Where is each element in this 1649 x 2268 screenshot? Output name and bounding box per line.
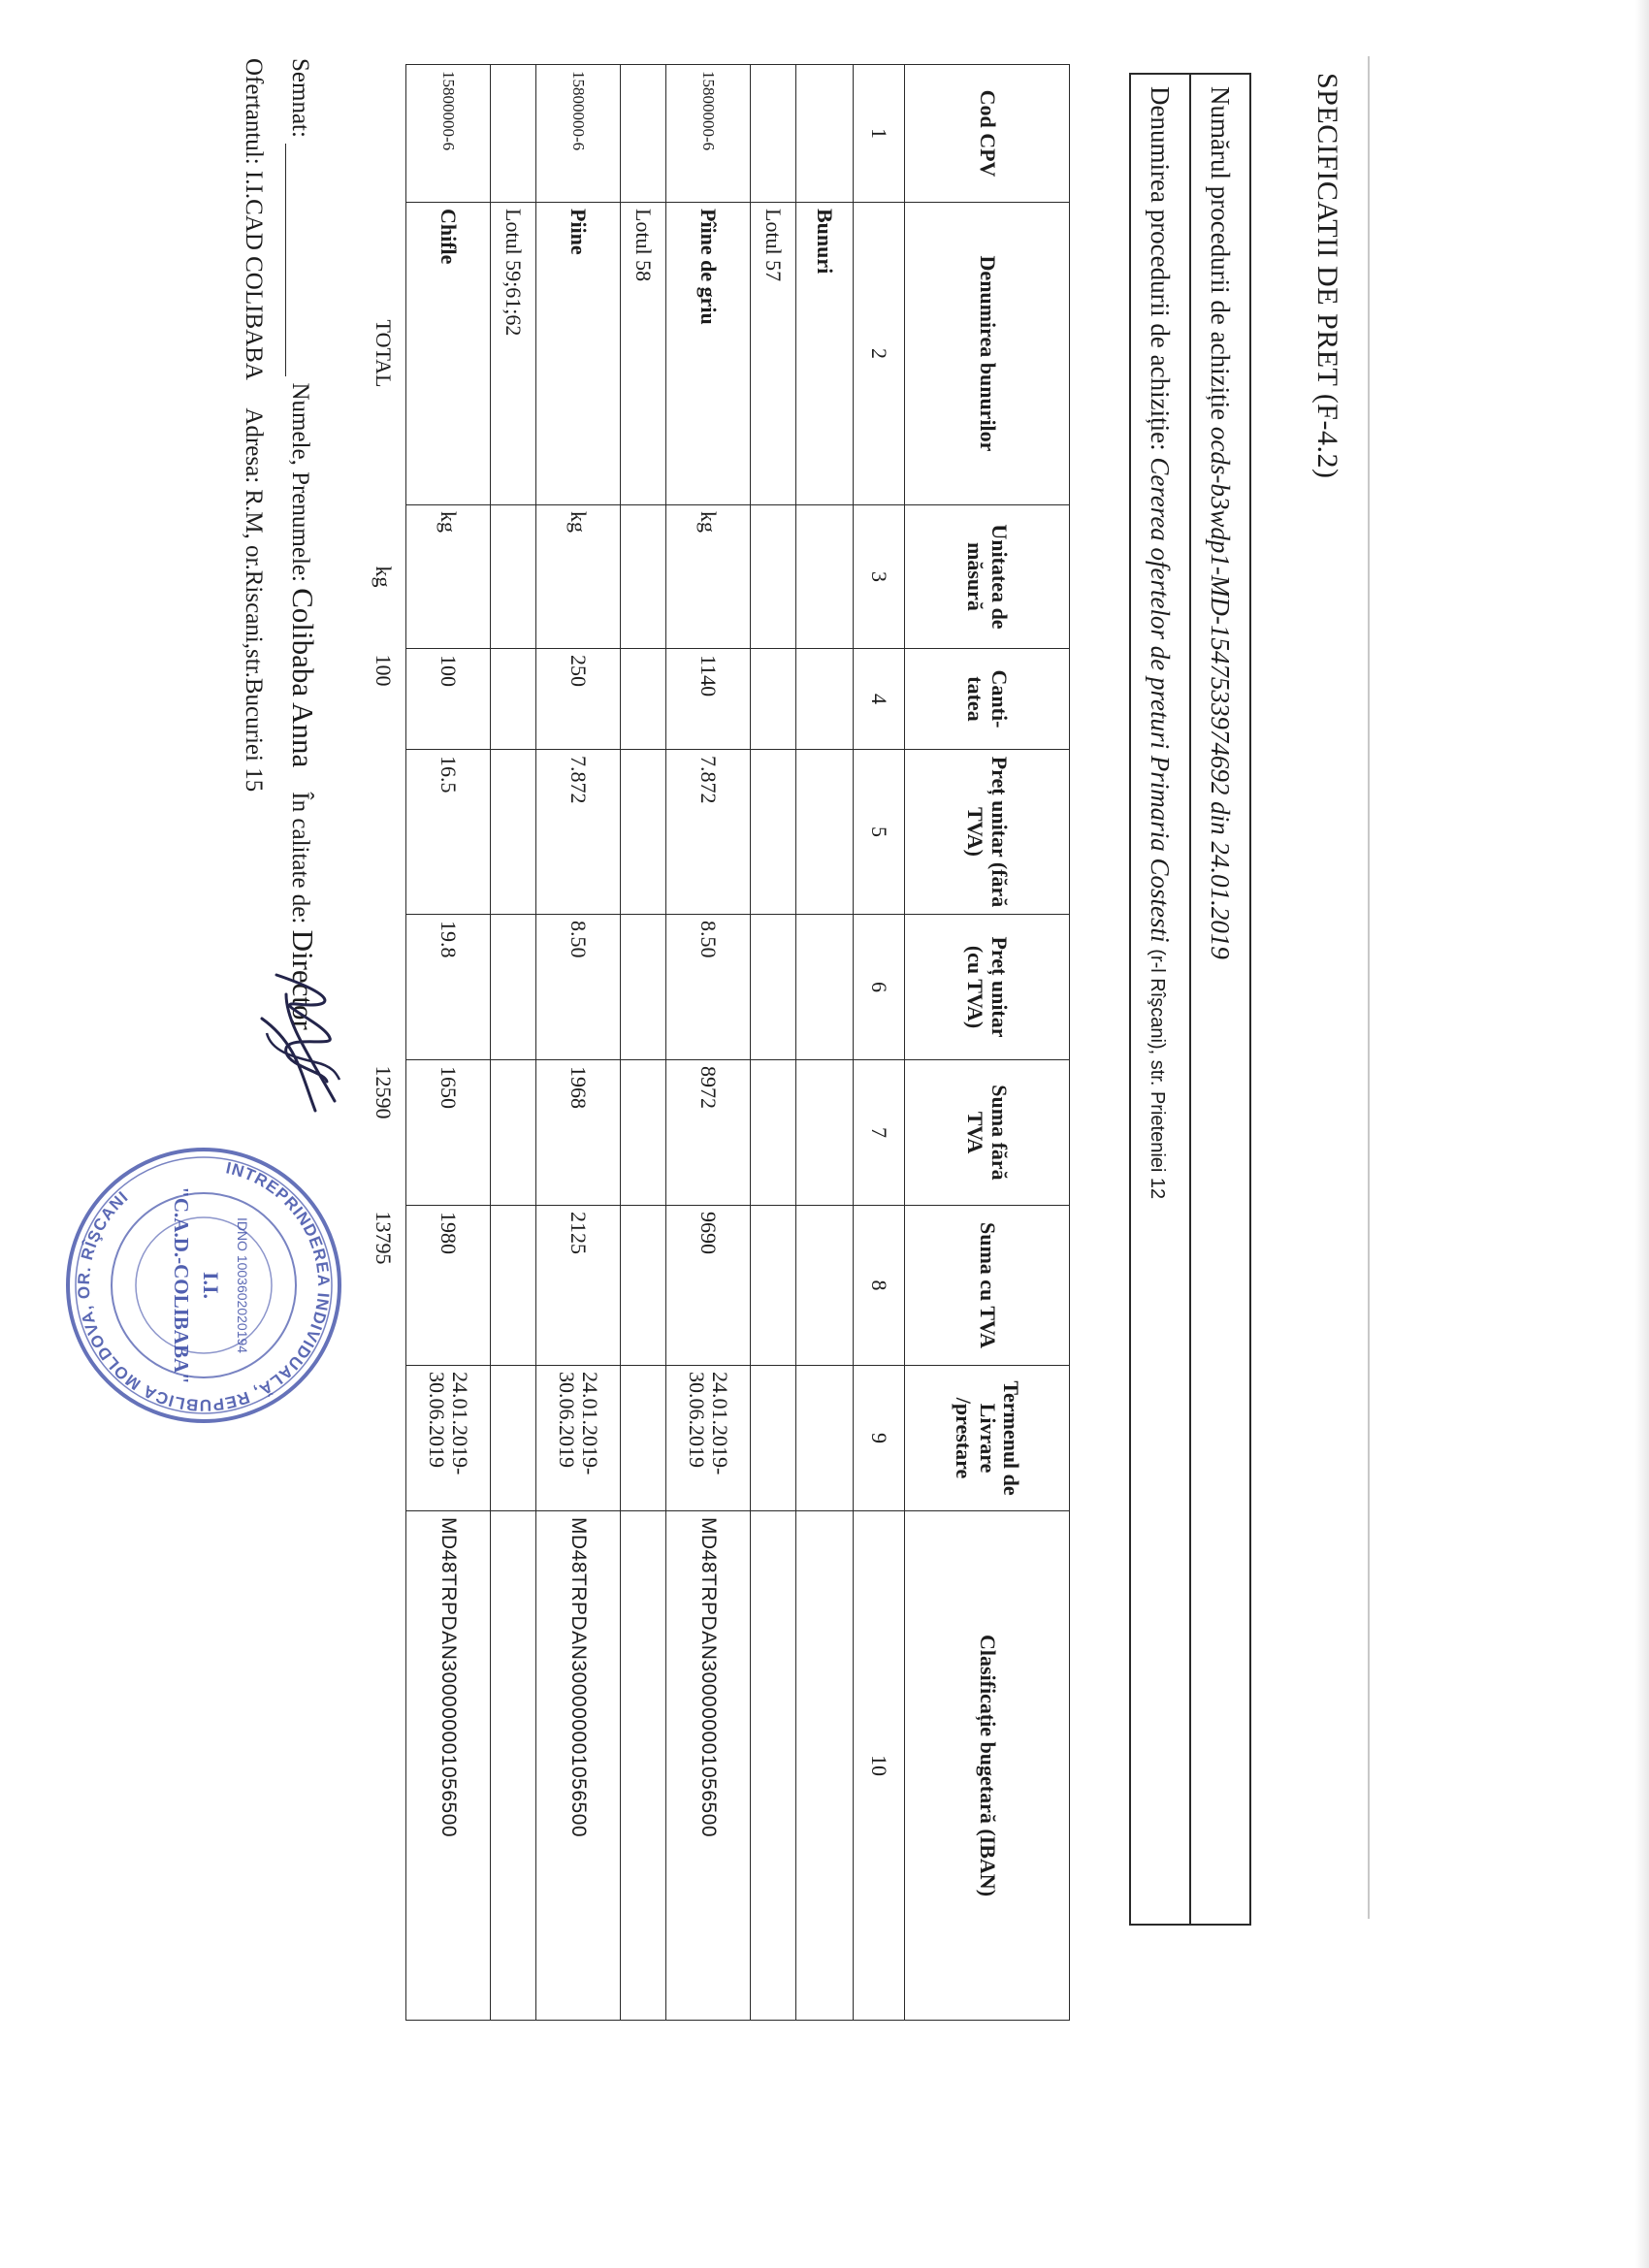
company-stamp	[58, 1140, 349, 1431]
item-price-vat: 8.50	[666, 915, 751, 1060]
empty-cell	[751, 1060, 796, 1206]
empty-cell	[796, 1366, 854, 1511]
bidder-label: Ofertantul:	[241, 58, 267, 165]
lot-label: Lotul 59;61;62	[491, 203, 536, 505]
bidder-line	[240, 58, 267, 792]
column-number: 6	[854, 915, 905, 1060]
empty-cell	[751, 505, 796, 649]
item-quantity: 250	[536, 649, 621, 750]
lot-row	[621, 65, 666, 2021]
empty-cell	[751, 1366, 796, 1511]
header-delivery-term: Termenul de Livrare /prestare	[905, 1366, 1070, 1511]
empty-cell	[491, 1060, 536, 1206]
header-budget-iban: Clasificație bugetară (IBAN)	[905, 1511, 1070, 2021]
empty-cell	[491, 649, 536, 750]
section-label-text: Bunuri	[813, 209, 837, 275]
empty-cell	[491, 750, 536, 915]
item-quantity: 1140	[666, 649, 751, 750]
total-row	[361, 65, 406, 2021]
item-row	[406, 65, 491, 2021]
price-specification-table	[361, 64, 1070, 2021]
empty-cell	[796, 1511, 854, 2021]
item-name-text: Chifle	[436, 209, 461, 265]
item-sum-no-vat: 1968	[536, 1060, 621, 1206]
item-price-no-vat: 7.872	[536, 750, 621, 915]
empty-cell	[796, 1206, 854, 1366]
empty-cell	[361, 1366, 406, 1511]
empty-cell	[621, 649, 666, 750]
item-name	[536, 203, 621, 505]
empty-cell	[621, 1366, 666, 1511]
column-number-row	[854, 65, 905, 2021]
empty-cell	[796, 65, 854, 203]
name-label: Numele, Prenumele:	[287, 382, 313, 582]
procedure-info-box	[1129, 73, 1251, 1926]
empty-cell	[361, 1511, 406, 2021]
header-sum-vat: Suma cu TVA	[905, 1206, 1070, 1366]
total-unit: kg	[361, 505, 406, 649]
lot-row	[751, 65, 796, 2021]
header-sum-no-vat: Suma fără TVA	[905, 1060, 1070, 1206]
item-sum-vat: 2125	[536, 1206, 621, 1366]
total-sum-vat: 13795	[361, 1206, 406, 1366]
item-price-no-vat: 7.872	[666, 750, 751, 915]
empty-cell	[751, 1206, 796, 1366]
item-iban: MD48TRPDAN300000001056500	[536, 1511, 621, 2021]
procedure-name-row	[1130, 74, 1190, 1925]
item-name	[406, 203, 491, 505]
empty-cell	[491, 505, 536, 649]
item-sum-vat: 1980	[406, 1206, 491, 1366]
item-row	[536, 65, 621, 2021]
column-number: 10	[854, 1511, 905, 2021]
item-delivery-term: 24.01.2019-30.06.2019	[406, 1366, 491, 1511]
total-label: TOTAL	[361, 203, 406, 505]
column-number: 8	[854, 1206, 905, 1366]
empty-cell	[796, 649, 854, 750]
item-price-vat: 8.50	[536, 915, 621, 1060]
procedure-number-cell	[1190, 74, 1250, 1925]
empty-cell	[621, 915, 666, 1060]
column-number: 2	[854, 203, 905, 505]
empty-cell	[621, 750, 666, 915]
empty-cell	[751, 1511, 796, 2021]
stamp-id: IDNO 1003602020194	[235, 1216, 250, 1354]
column-number: 1	[854, 65, 905, 203]
column-number: 5	[854, 750, 905, 915]
total-quantity: 100	[361, 649, 406, 750]
bidder-value: I.I.CAD COLIBABA	[241, 170, 267, 379]
empty-cell	[361, 750, 406, 915]
empty-cell	[621, 1060, 666, 1206]
item-unit: kg	[536, 505, 621, 649]
item-cpv-code: 15800000-6	[406, 65, 491, 203]
empty-cell	[796, 750, 854, 915]
stamp-center-line1: I.I.	[199, 1271, 223, 1300]
section-row	[796, 65, 854, 2021]
handwritten-signature	[247, 965, 354, 1120]
lot-label: Lotul 58	[621, 203, 666, 505]
role-label: În calitate de:	[287, 792, 313, 924]
item-sum-no-vat: 8972	[666, 1060, 751, 1206]
procedure-name-extra: (r-l Rîşcani), str. Prieteniei 12	[1147, 949, 1169, 1200]
empty-cell	[751, 750, 796, 915]
empty-cell	[491, 65, 536, 203]
empty-cell	[491, 915, 536, 1060]
name-value: Colibaba Anna	[286, 588, 320, 768]
item-quantity: 100	[406, 649, 491, 750]
header-unit-price-no-vat: Preț unitar (fără TVA)	[905, 750, 1070, 915]
column-number: 3	[854, 505, 905, 649]
item-price-vat: 19.8	[406, 915, 491, 1060]
empty-cell	[491, 1511, 536, 2021]
empty-cell	[621, 505, 666, 649]
empty-cell	[491, 1366, 536, 1511]
header-unit: Unitatea de măsură	[905, 505, 1070, 649]
role-value: Director	[286, 929, 320, 1030]
address-value: R.M, or.Riscani,str.Bucuriei 15	[241, 489, 267, 793]
header-unit-price-vat: Preț unitar (cu TVA)	[905, 915, 1070, 1060]
procedure-name-label: Denumirea procedurii de achiziție:	[1146, 86, 1176, 451]
item-name	[666, 203, 751, 505]
empty-cell	[796, 505, 854, 649]
column-number: 4	[854, 649, 905, 750]
signature-field	[285, 144, 307, 376]
procedure-number-value: ocds-b3wdp1-MD-1547533974692 din 24.01.2019	[1206, 426, 1236, 959]
procedure-number-row	[1190, 74, 1250, 1925]
item-name-text: Pîine de griu	[696, 209, 721, 325]
lot-label: Lotul 57	[751, 203, 796, 505]
empty-cell	[621, 1511, 666, 2021]
header-quantity: Canti-tatea	[905, 649, 1070, 750]
lot-row	[491, 65, 536, 2021]
item-price-no-vat: 16.5	[406, 750, 491, 915]
item-delivery-term: 24.01.2019-30.06.2019	[536, 1366, 621, 1511]
total-sum-no-vat: 12590	[361, 1060, 406, 1206]
empty-cell	[796, 1060, 854, 1206]
empty-cell	[621, 1206, 666, 1366]
column-number: 9	[854, 1366, 905, 1511]
item-sum-no-vat: 1650	[406, 1060, 491, 1206]
item-sum-vat: 9690	[666, 1206, 751, 1366]
header-row	[905, 65, 1070, 2021]
address-label: Adresa:	[241, 407, 267, 484]
column-number: 7	[854, 1060, 905, 1206]
empty-cell	[751, 65, 796, 203]
item-delivery-term: 24.01.2019-30.06.2019	[666, 1366, 751, 1511]
empty-cell	[491, 1206, 536, 1366]
empty-cell	[751, 649, 796, 750]
procedure-name-cell	[1130, 74, 1190, 1925]
stamp-outer-text: INTREPRINDEREA INDIVIDUALĂ, REPUBLICA MOLDOVA, OR. RÎŞCANI	[74, 1158, 334, 1415]
header-goods-name: Denumirea bunurilor	[905, 203, 1070, 505]
empty-cell	[361, 915, 406, 1060]
empty-cell	[751, 915, 796, 1060]
item-iban: MD48TRPDAN300000001056500	[666, 1511, 751, 2021]
item-unit: kg	[666, 505, 751, 649]
item-iban: MD48TRPDAN300000001056500	[406, 1511, 491, 2021]
item-cpv-code: 15800000-6	[536, 65, 621, 203]
procedure-number-label: Numărul procedurii de achiziție	[1206, 86, 1236, 421]
item-unit: kg	[406, 505, 491, 649]
header-cod-cpv: Cod CPV	[905, 65, 1070, 203]
item-row	[666, 65, 751, 2021]
signed-label: Semnat:	[287, 58, 313, 138]
empty-cell	[621, 65, 666, 203]
procedure-name-value: Cererea ofertelor de preturi Primaria Costesti	[1146, 457, 1176, 943]
stamp-center-line2: "C.A.D.-COLIBABA"	[170, 1186, 193, 1384]
empty-cell	[796, 915, 854, 1060]
item-name-text: Piine	[566, 209, 591, 255]
section-label	[796, 203, 854, 505]
empty-cell	[361, 65, 406, 203]
document-title: SPECIFICATII DE PRET (F-4.2)	[1311, 73, 1343, 479]
item-cpv-code: 15800000-6	[666, 65, 751, 203]
